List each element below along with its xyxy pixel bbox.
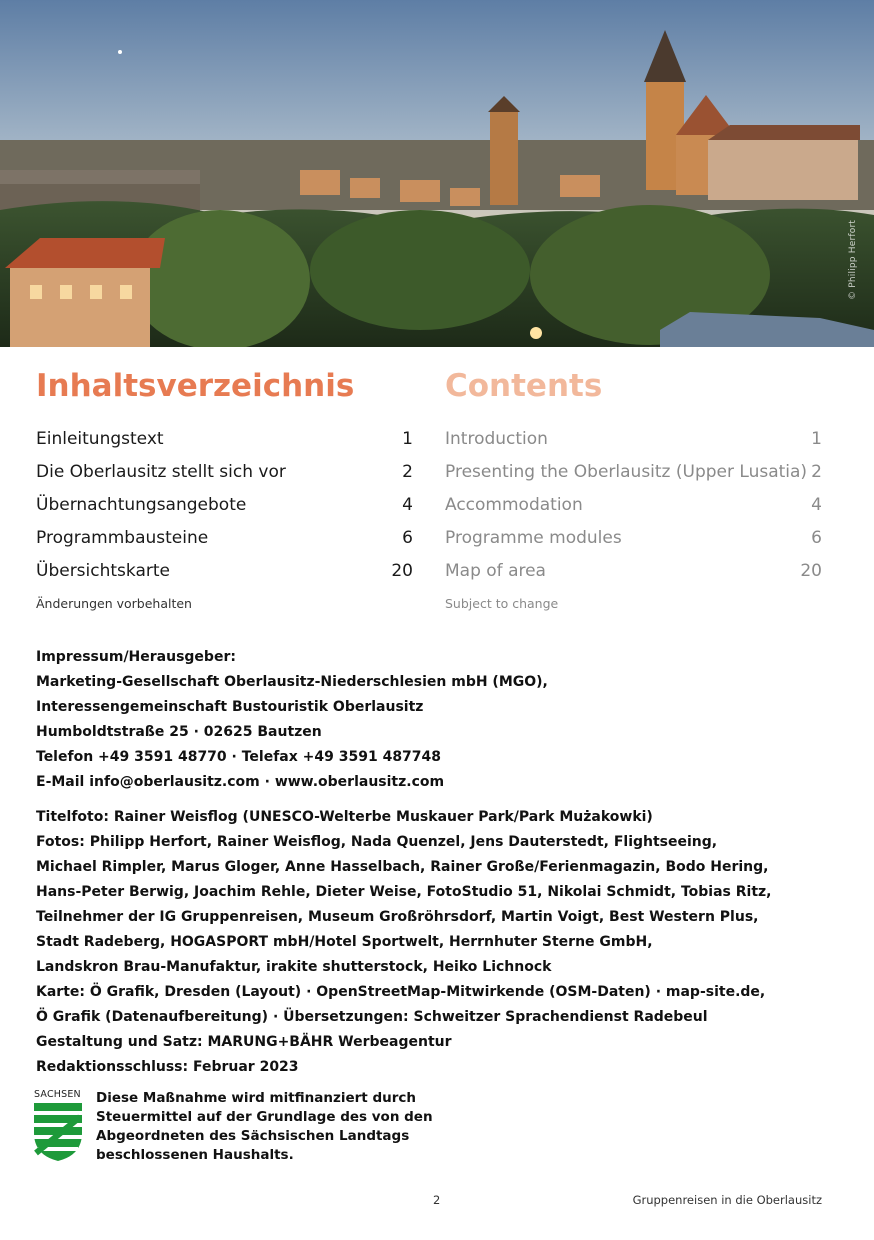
toc-entry-label: Accommodation <box>445 495 583 515</box>
credits-line: Landskron Brau-Manufaktur, irakite shutterstock, Heiko Lichnock <box>36 959 552 975</box>
credits-line: Titelfoto: Rainer Weisflog (UNESCO-Welterbe Muskauer Park/Park Mużakowki) <box>36 809 653 825</box>
imprint-heading: Impressum/Herausgeber: <box>36 649 236 665</box>
toc-entry[interactable] <box>36 526 413 559</box>
funding-line: Abgeordneten des Sächsischen Landtags <box>96 1128 410 1144</box>
footer-publication-title: Gruppenreisen in die Oberlausitz <box>632 1193 822 1207</box>
toc-entry-page: 1 <box>402 429 413 449</box>
imprint-address: Humboldtstraße 25 · 02625 Bautzen <box>36 724 322 740</box>
credits-line: Hans-Peter Berwig, Joachim Rehle, Dieter Weise, FotoStudio 51, Nikolai Schmidt, Tobias Ritz, <box>36 884 772 900</box>
toc-entry[interactable] <box>36 559 413 592</box>
credits-line: Michael Rimpler, Marus Gloger, Anne Hasselbach, Rainer Große/Ferienmagazin, Bodo Hering, <box>36 859 769 875</box>
imprint-phone: Telefon +49 3591 48770 · Telefax +49 3591 487748 <box>36 749 442 765</box>
imprint-line: Marketing-Gesellschaft Oberlausitz-Niederschlesien mbH (MGO), <box>36 674 548 690</box>
toc-entry[interactable] <box>445 460 822 493</box>
toc-list-de <box>36 427 413 592</box>
toc-entry-label: Die Oberlausitz stellt sich vor <box>36 462 286 482</box>
subject-to-change-note-de: Änderungen vorbehalten <box>36 596 192 611</box>
funding-line: beschlossenen Haushalts. <box>96 1147 294 1163</box>
toc-heading-en: Contents <box>445 368 603 404</box>
toc-entry-label: Übernachtungsangebote <box>36 495 247 515</box>
imprint-email-web[interactable]: E-Mail info@oberlausitz.com · www.oberlausitz.com <box>36 774 445 790</box>
toc-entry[interactable] <box>36 427 413 460</box>
toc-entry[interactable] <box>445 526 822 559</box>
imprint-line: Interessengemeinschaft Bustouristik Oberlausitz <box>36 699 424 715</box>
sachsen-logo <box>34 1089 86 1165</box>
toc-entry-label: Programmbausteine <box>36 528 209 548</box>
toc-entry-label: Übersichtskarte <box>36 561 170 581</box>
toc-entry-label: Presenting the Oberlausitz (Upper Lusatia) <box>445 462 808 482</box>
credits-line: Gestaltung und Satz: MARUNG+BÄHR Werbeagentur <box>36 1034 452 1050</box>
subject-to-change-note-en: Subject to change <box>445 596 559 611</box>
toc-list-en <box>445 427 822 592</box>
toc-entry-page: 4 <box>402 495 413 515</box>
toc-entry-page: 4 <box>811 495 822 515</box>
toc-entry-page: 20 <box>391 561 413 581</box>
toc-entry-label: Einleitungstext <box>36 429 164 449</box>
toc-entry-page: 6 <box>402 528 413 548</box>
toc-entry[interactable] <box>445 493 822 526</box>
bautzen-evening-skyline-image <box>0 0 874 347</box>
credits-line: Ö Grafik (Datenaufbereitung) · Übersetzungen: Schweitzer Sprachendienst Radebeul <box>36 1009 708 1025</box>
hero-photo <box>0 0 874 347</box>
credits-line: Redaktionsschluss: Februar 2023 <box>36 1059 299 1075</box>
credits-line: Teilnehmer der IG Gruppenreisen, Museum Großröhrsdorf, Martin Voigt, Best Western Plus, <box>36 909 759 925</box>
toc-heading-de: Inhaltsverzeichnis <box>36 368 355 404</box>
toc-entry-label: Introduction <box>445 429 548 449</box>
toc-entry-page: 1 <box>811 429 822 449</box>
toc-entry[interactable] <box>445 427 822 460</box>
toc-entry[interactable] <box>36 460 413 493</box>
saxony-coat-of-arms-icon <box>34 1103 82 1161</box>
sachsen-logo-text: SACHSEN <box>34 1089 81 1100</box>
credits-line: Stadt Radeberg, HOGASPORT mbH/Hotel Sportwelt, Herrnhuter Sterne GmbH, <box>36 934 653 950</box>
page-number: 2 <box>433 1193 441 1207</box>
imprint-block <box>36 645 836 795</box>
toc-entry-page: 2 <box>811 462 822 482</box>
credits-line: Karte: Ö Grafik, Dresden (Layout) · OpenStreetMap-Mitwirkende (OSM-Daten) · map-site.de, <box>36 984 766 1000</box>
credits-line: Fotos: Philipp Herfort, Rainer Weisflog, Nada Quenzel, Jens Dauterstedt, Flightseeing, <box>36 834 718 850</box>
photo-credit: © Philipp Herfort <box>848 219 858 300</box>
funding-line: Diese Maßnahme wird mitfinanziert durch <box>96 1090 416 1106</box>
toc-entry-page: 20 <box>800 561 822 581</box>
toc-entry-page: 6 <box>811 528 822 548</box>
toc-entry[interactable] <box>445 559 822 592</box>
funding-statement <box>96 1089 433 1165</box>
toc-entry-page: 2 <box>402 462 413 482</box>
photo-credits-block <box>36 805 836 1080</box>
funding-line: Steuermittel auf der Grundlage des von den <box>96 1109 433 1125</box>
toc-entry-label: Map of area <box>445 561 546 581</box>
toc-entry-label: Programme modules <box>445 528 622 548</box>
toc-entry[interactable] <box>36 493 413 526</box>
